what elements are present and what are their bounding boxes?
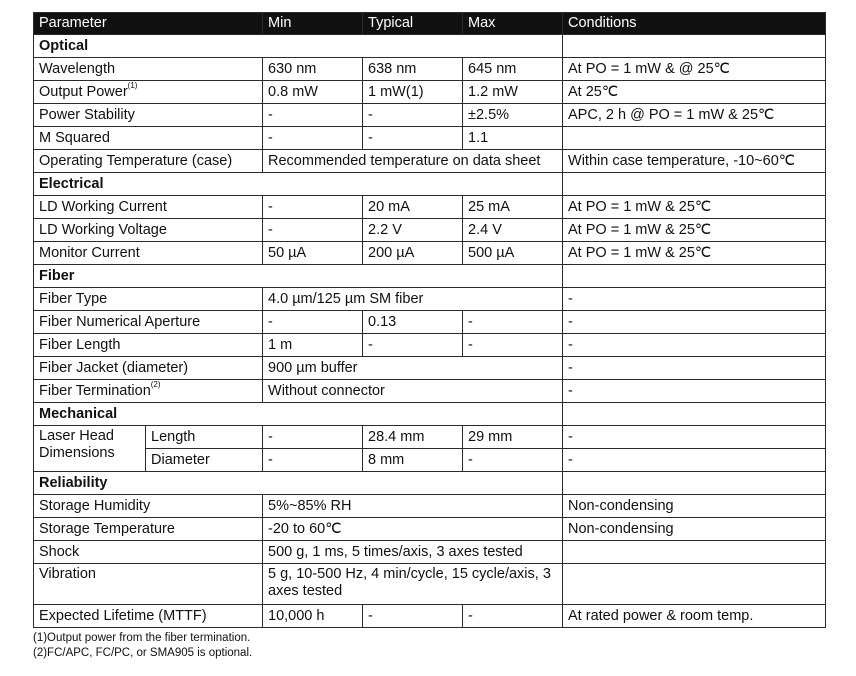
param-cell: Diameter xyxy=(146,449,263,472)
table-cell xyxy=(563,173,826,196)
table-cell xyxy=(563,35,826,58)
max-cell: ±2.5% xyxy=(463,104,563,127)
value-cell: 4.0 µm/125 µm SM fiber xyxy=(263,288,563,311)
footnote-ref: (2) xyxy=(150,379,161,389)
max-cell: 1.2 mW xyxy=(463,81,563,104)
conditions-cell xyxy=(563,127,826,150)
param-cell: Fiber Length xyxy=(34,334,263,357)
table-row xyxy=(34,564,826,605)
conditions-cell: At PO = 1 mW & 25℃ xyxy=(563,219,826,242)
typical-cell: 1 mW(1) xyxy=(363,81,463,104)
conditions-cell: APC, 2 h @ PO = 1 mW & 25℃ xyxy=(563,104,826,127)
conditions-cell: At PO = 1 mW & @ 25℃ xyxy=(563,58,826,81)
value-cell: 500 g, 1 ms, 5 times/axis, 3 axes tested xyxy=(263,541,563,564)
conditions-cell: - xyxy=(563,311,826,334)
table-row xyxy=(34,426,826,449)
table-row xyxy=(34,495,826,518)
header-typical: Typical xyxy=(363,13,463,35)
footnotes xyxy=(33,631,252,661)
param-cell: LD Working Current xyxy=(34,196,263,219)
header-min: Min xyxy=(263,13,363,35)
section-electrical: Electrical xyxy=(34,173,563,196)
conditions-cell: - xyxy=(563,357,826,380)
table-row xyxy=(34,541,826,564)
conditions-cell: At PO = 1 mW & 25℃ xyxy=(563,242,826,265)
param-cell: Monitor Current xyxy=(34,242,263,265)
max-cell: 2.4 V xyxy=(463,219,563,242)
footnote-2: (2)FC/APC, FC/PC, or SMA905 is optional. xyxy=(33,647,253,659)
max-cell: - xyxy=(463,449,563,472)
table-row xyxy=(34,334,826,357)
section-row xyxy=(34,265,826,288)
laser-head-cell: Laser Head Dimensions xyxy=(34,426,146,472)
header-conditions: Conditions xyxy=(563,13,826,35)
param-cell: Storage Temperature xyxy=(34,518,263,541)
conditions-cell: - xyxy=(563,449,826,472)
param-cell: Fiber Numerical Aperture xyxy=(34,311,263,334)
typical-cell: 638 nm xyxy=(363,58,463,81)
min-cell: 630 nm xyxy=(263,58,363,81)
min-cell: 1 m xyxy=(263,334,363,357)
min-cell: 10,000 h xyxy=(263,605,363,628)
header-max: Max xyxy=(463,13,563,35)
table-row xyxy=(34,605,826,628)
param-cell: M Squared xyxy=(34,127,263,150)
typical-cell: - xyxy=(363,127,463,150)
conditions-cell: - xyxy=(563,288,826,311)
max-cell: 500 µA xyxy=(463,242,563,265)
section-row xyxy=(34,173,826,196)
conditions-cell: At 25℃ xyxy=(563,81,826,104)
table-row xyxy=(34,311,826,334)
min-cell: - xyxy=(263,219,363,242)
min-cell: - xyxy=(263,426,363,449)
table-row xyxy=(34,518,826,541)
param-cell xyxy=(34,81,263,104)
header-row xyxy=(34,13,826,35)
table-cell xyxy=(563,265,826,288)
typical-cell: - xyxy=(363,605,463,628)
value-cell: Without connector xyxy=(263,380,563,403)
table-row xyxy=(34,288,826,311)
table-row xyxy=(34,242,826,265)
value-cell: 5 g, 10-500 Hz, 4 min/cycle, 15 cycle/axis, 3 axes tested xyxy=(263,564,563,605)
table-cell xyxy=(563,403,826,426)
conditions-cell: Non-condensing xyxy=(563,518,826,541)
max-cell: - xyxy=(463,605,563,628)
param-cell: Expected Lifetime (MTTF) xyxy=(34,605,263,628)
param-cell: Vibration xyxy=(34,564,263,605)
param-cell xyxy=(34,380,263,403)
typical-cell: 8 mm xyxy=(363,449,463,472)
conditions-cell xyxy=(563,564,826,605)
param-cell: Shock xyxy=(34,541,263,564)
spec-table xyxy=(33,12,826,628)
value-cell: 900 µm buffer xyxy=(263,357,563,380)
section-row xyxy=(34,35,826,58)
footnote-ref: (1) xyxy=(127,80,138,90)
max-cell: 645 nm xyxy=(463,58,563,81)
max-cell: 1.1 xyxy=(463,127,563,150)
section-fiber: Fiber xyxy=(34,265,563,288)
conditions-cell: - xyxy=(563,426,826,449)
min-cell: - xyxy=(263,127,363,150)
typical-cell: - xyxy=(363,334,463,357)
section-mechanical: Mechanical xyxy=(34,403,563,426)
param-cell: Wavelength xyxy=(34,58,263,81)
max-cell: - xyxy=(463,334,563,357)
table-row xyxy=(34,127,826,150)
table-row xyxy=(34,357,826,380)
table-row xyxy=(34,219,826,242)
value-cell: Recommended temperature on data sheet xyxy=(263,150,563,173)
param-label: Fiber Termination xyxy=(39,382,151,399)
min-cell: - xyxy=(263,196,363,219)
param-cell: Power Stability xyxy=(34,104,263,127)
table-row xyxy=(34,104,826,127)
header-parameter: Parameter xyxy=(34,13,263,35)
table-row xyxy=(34,150,826,173)
conditions-cell xyxy=(563,541,826,564)
param-cell: Fiber Jacket (diameter) xyxy=(34,357,263,380)
conditions-cell: - xyxy=(563,334,826,357)
value-cell: 5%~85% RH xyxy=(263,495,563,518)
table-row xyxy=(34,196,826,219)
typical-cell: - xyxy=(363,104,463,127)
min-cell: - xyxy=(263,104,363,127)
conditions-cell: At rated power & room temp. xyxy=(563,605,826,628)
table-row xyxy=(34,380,826,403)
max-cell: 29 mm xyxy=(463,426,563,449)
section-optical: Optical xyxy=(34,35,563,58)
table-row xyxy=(34,58,826,81)
max-cell: - xyxy=(463,311,563,334)
min-cell: 0.8 mW xyxy=(263,81,363,104)
param-cell: Length xyxy=(146,426,263,449)
param-cell: LD Working Voltage xyxy=(34,219,263,242)
min-cell: - xyxy=(263,449,363,472)
conditions-cell: Non-condensing xyxy=(563,495,826,518)
param-cell: Operating Temperature (case) xyxy=(34,150,263,173)
typical-cell: 2.2 V xyxy=(363,219,463,242)
typical-cell: 28.4 mm xyxy=(363,426,463,449)
typical-cell: 0.13 xyxy=(363,311,463,334)
max-cell: 25 mA xyxy=(463,196,563,219)
param-cell: Storage Humidity xyxy=(34,495,263,518)
min-cell: - xyxy=(263,311,363,334)
table-row xyxy=(34,449,826,472)
section-row xyxy=(34,472,826,495)
table-row xyxy=(34,81,826,104)
min-cell: 50 µA xyxy=(263,242,363,265)
footnote-1: (1)Output power from the fiber termination. xyxy=(33,632,251,644)
conditions-cell: Within case temperature, -10~60℃ xyxy=(563,150,826,173)
section-row xyxy=(34,403,826,426)
param-label: Output Power xyxy=(39,83,128,100)
table-cell xyxy=(563,472,826,495)
param-cell: Fiber Type xyxy=(34,288,263,311)
conditions-cell: At PO = 1 mW & 25℃ xyxy=(563,196,826,219)
section-reliability: Reliability xyxy=(34,472,563,495)
conditions-cell: - xyxy=(563,380,826,403)
value-cell: -20 to 60℃ xyxy=(263,518,563,541)
typical-cell: 200 µA xyxy=(363,242,463,265)
typical-cell: 20 mA xyxy=(363,196,463,219)
